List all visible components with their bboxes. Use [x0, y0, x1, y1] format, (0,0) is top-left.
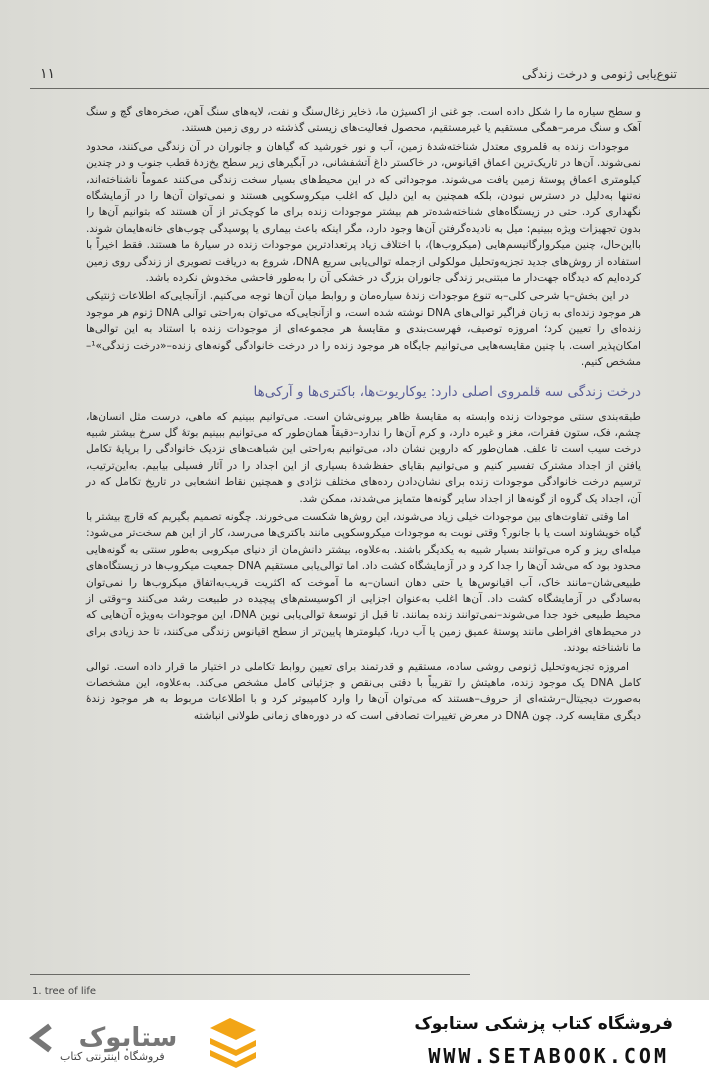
book-stack-icon — [210, 1018, 256, 1040]
paragraph: اما وقتی تفاوت‌های بین موجودات خیلی زیاد می‌شوند، این روش‌ها شکست می‌خورند. چگونه تصمیم بگیریم که قارچ بیشتر با گیاه خویشاوند است یا با جانور؟ وقتی نوبت به موجودات میکروسکوپی مانند باکتری‌ها می‌رسد، کار از این هم سخت‌تر می‌شود: میله‌ای ریز و کره می‌توانند بسیار شبیه به یکدیگر باشند. به‌علاوه، بیشتر دانش‌مان از دنیای میکروبی به‌طور سنتی به گونه‌هایی محدود بود که می‌شد آن‌ها را جدا کرد و در آزمایشگاه کشت داد. اما توالی‌یابی مستقیم DNA جمعیت میکروب‌ها در زیستگاه‌های طبیعی‌شان–مانند خاک، آب اقیانوس‌ها یا حتی دهان انسان–به ما آموخت که اکثریت قریب‌به‌اتفاق میکروب‌ها را نمی‌توان به‌سادگی در آزمایشگاه کشت داد. آن‌ها اغلب به‌عنوان اجزایی از اکوسیستم‌های پیچیده در طبیعت رشد می‌کنند و–وقتی از محیط طبیعی خود جدا می‌شوند–نمی‌توانند زنده بمانند. تا قبل از توسعهٔ توالی‌یابی نوین DNA، این موجودات به‌ویژه آن‌هایی که در محیط‌های افراطی مانند پوستهٔ عمیق زمین یا آب دریا، کیلومترها پایین‌تر از سطح اقیانوس زندگی می‌کنند، تا حد زیادی برای ما ناشناخته بودند. — [86, 510, 641, 655]
store-title: فروشگاه کتاب پزشکی ستابوک — [414, 1014, 673, 1034]
paragraph: و سطح سیاره ما را شکل داده است. جو غنی از اکسیژن ما، ذخایر زغال‌سنگ و نفت، لایه‌های سنگ آهن، صخره‌های گچ و سنگ آهک و سنگ مرمر–همگی مستقیم یا غیرمستقیم، محصول فعالیت‌های زیستی گذشته در روی زمین هستند. — [86, 106, 641, 135]
setabook-logo — [20, 1006, 270, 1076]
paragraph: موجودات زنده به قلمروی معتدل شناخته‌شدهٔ زمین، آب و نور خورشید که گیاهان و جانوران در آن زندگی می‌کنند، محدود نمی‌شوند. آن‌ها در تاریک‌ترین اعماق اقیانوس، در خاکستر داغ آتشفشانی، در آبگیرهای زیر سطح یخ‌زدهٔ قطب جنوب و در چندین کیلومتری اعماق پوستهٔ زمین یافت می‌شوند. موجوداتی که در این محیط‌های بسیار سخت زندگی می‌کنند عموماً ناشناخته‌اند، نه‌تنها به‌دلیل در دسترس نبودن، بلکه همچنین به این دلیل که اغلب میکروسکوپی هستند و نمی‌توان آن‌ها را در آزمایشگاه نگهداری کرد. حتی در زیستگاه‌های شناخته‌شده‌تر هم بیشتر موجودات زنده برای ما کوچک‌تر از آن هستند که بتوانیم آن‌ها را بدون تجهیزات ویژه ببینیم: میل به نادیده‌گرفتن آن‌ها وجود دارد، مگر اینکه باعث بیماری یا پوسیدگی چوب‌های خانه‌هایمان شوند. بااین‌حال، چنین میکروارگانیسم‌هایی (میکروب‌ها)، با اختلاف زیاد پرتعدادترین موجودات زنده در سیارهٔ ما هستند. فقط اخیراً با استفاده از روش‌های جدید تجزیه‌وتحلیل مولکولی ازجمله توالی‌یابی سریع DNA، شروع به دریافت تصویری از زندگی روی زمین کرده‌ایم که دیدگاه جهت‌دار ما مبتنی‌بر زندگی جانوران بزرگ در خشکی آن را به‌طور فاحشی مخدوش نکرده باشد. — [86, 140, 642, 285]
store-url[interactable]: WWW.SETABOOK.COM — [428, 1044, 669, 1068]
running-title: تنوع‌یابی ژنومی و درخت زندگی — [522, 67, 677, 81]
footnote-rule — [30, 974, 470, 975]
logo-subtitle: فروشگاه اینترنتی کتاب — [60, 1050, 165, 1063]
section-heading: درخت زندگی سه قلمروی اصلی دارد: یوکاریوت‌ها، باکتری‌ها و آرکی‌ها — [253, 383, 641, 400]
footnote: 1. tree of life — [32, 986, 97, 997]
body-text — [86, 104, 641, 726]
paragraph: طبقه‌بندی سنتی موجودات زنده وابسته به مقایسهٔ ظاهر بیرونی‌شان است. می‌توانیم ببینیم که ماهی، درست مثل انسان‌ها، چشم، فک، ستون فقرات، مغز و غیره دارد، و کرم آن‌ها را ندارد–دقیقاً همان‌طور که می‌توانیم ببینیم بوتهٔ گل سرخ بیشتر شبیه درخت سیب است تا علف. همان‌طور که داروین نشان داد، می‌توانیم به‌راحتی این شباهت‌های نزدیک خانوادگی را برپایهٔ تکامل یافتن از اجداد مشترک تفسیر کنیم و می‌توانیم بقایای حفظ‌شدهٔ بسیاری از این اجداد را در آثار فسیلی بیابیم. به‌این‌ترتیب، ترسیم درخت خانوادگی موجودات زنده برای نشان‌دادن رده‌های مختلف نژادی و همچنین نقاط انشعابی در تاریخ تکامل که در آن، اجداد یک گروه از گونه‌ها از اجداد سایر گونه‌ها متمایز می‌شدند، ممکن شد. — [86, 410, 641, 505]
header-rule — [30, 88, 709, 89]
paragraph: در این بخش–با شرحی کلی–به تنوع موجودات زندهٔ سیاره‌مان و روابط میان آن‌ها توجه می‌کنیم. ازآنجایی‌که اطلاعات ژنتیکی هر موجود زنده‌ای به زبان فراگیر توالی‌های DNA نوشته شده است، و ازآنجایی‌که می‌توان به‌راحتی توالی DNA ژنوم هر موجود زنده‌ای را تعیین کرد؛ امروزه توصیف، فهرست‌بندی و مقایسهٔ هر مجموعه‌ای از موجودات زنده با استناد به این توالی‌ها امکان‌پذیر است. با چنین مقایسه‌هایی می‌توانیم جایگاه هر موجود زنده را در درخت خانوادگی گونه‌های زنده–«درخت زندگی»¹–مشخص کنیم. — [86, 290, 641, 369]
store-banner — [0, 1000, 709, 1080]
paragraph: امروزه تجزیه‌وتحلیل ژنومی روشی ساده، مستقیم و قدرتمند برای تعیین روابط تکاملی در اختیار ما قرار داده است. توالی کامل DNA یک موجود زنده، ماهیتش را تقریباً با دقتی بی‌نقص و جزئیاتی کامل مشخص می‌کند. به‌علاوه، این مشخصات به‌صورت دیجیتال–رشته‌ای از حروف–هستند که می‌توان آن‌ها را وارد کامپیوتر کرد و با اطلاعات مربوط به هر موجود زندهٔ دیگری مقایسه کرد. چون DNA در معرض تغییرات تصادفی است که در دوره‌های زمانی طولانی انباشته — [86, 660, 641, 722]
logo-wordmark: ستابوک — [78, 1023, 178, 1053]
chevron-left-icon — [34, 1026, 50, 1050]
page-number: ۱۱ — [40, 66, 56, 82]
